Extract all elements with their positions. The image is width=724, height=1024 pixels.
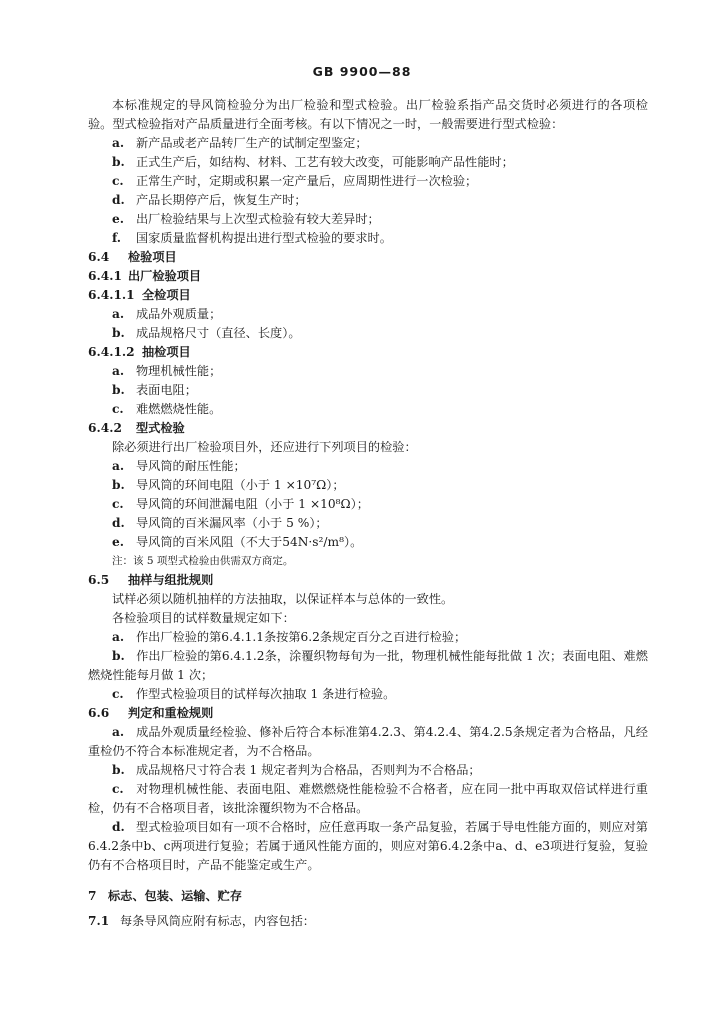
- list-item: b. 成品规格尺寸符合表 1 规定者判为合格品，否则判为不合格品；: [112, 763, 481, 777]
- intro-paragraph: 本标准规定的导风筒检验分为出厂检验和型式检验。出厂检验系指产品交货时必须进行的各项检验。型式检验指对产品质量进行全面考核。有以下情况之一时，一般需要进行型式检验：: [88, 98, 648, 131]
- note-text: 注：该 5 项型式检验由供需双方商定。: [112, 555, 294, 567]
- section-heading-6-4-1-2: 6.4.1.2 抽检项目: [88, 345, 191, 359]
- section-heading-6-4: 6.4 检验项目: [88, 250, 177, 264]
- list-item: c. 作型式检验项目的试样每次抽取 1 条进行检验。: [112, 687, 396, 701]
- list-item: b. 作出厂检验的第6.4.1.2条，涂覆织物每旬为一批，物理机械性能每批做 1 次；表面电阻、难燃燃烧性能每月做 1 次；: [88, 649, 648, 682]
- section-heading-6-4-1-1: 6.4.1.1 全检项目: [88, 288, 191, 302]
- list-item: e. 出厂检验结果与上次型式检验有较大差异时；: [112, 212, 380, 226]
- list-item: c. 难燃燃烧性能。: [112, 402, 222, 416]
- list-item: a. 导风筒的耐压性能；: [112, 459, 246, 473]
- list-item: b. 正式生产后，如结构、材料、工艺有较大改变，可能影响产品性能时；: [112, 155, 514, 169]
- list-item: e. 导风筒的百米风阻（不大于54N·s²/m⁸）。: [112, 535, 363, 549]
- list-item: b. 导风筒的环间电阻（小于 1 ×10⁷Ω）；: [112, 478, 345, 492]
- page-header: GB 9900—88: [312, 64, 412, 79]
- paragraph: 试样必须以随机抽样的方法抽取，以保证样本与总体的一致性。: [112, 592, 454, 606]
- list-item: a. 成品外观质量经检验、修补后符合本标准第4.2.3、第4.2.4、第4.2.5条规定者为合格品，凡经重检仍不符合本标准规定者，为不合格品。: [88, 725, 648, 758]
- section-heading-6-6: 6.6 判定和重检规则: [88, 706, 214, 720]
- list-item: f. 国家质量监督机构提出进行型式检验的要求时。: [112, 231, 392, 245]
- section-heading-6-4-2: 6.4.2 型式检验: [88, 421, 185, 435]
- list-item: b. 表面电阻；: [112, 383, 197, 397]
- section-heading-6-5: 6.5 抽样与组批规则: [88, 573, 214, 587]
- section-heading-7: 7 标志、包装、运输、贮存: [88, 889, 243, 903]
- section-heading-7-1: 7.1 每条导风筒应附有标志，内容包括：: [88, 914, 315, 928]
- list-item: d. 型式检验项目如有一项不合格时，应任意再取一条产品复验，若属于导电性能方面的，则应对第6.4.2条中b、c两项进行复验；若属于通风性能方面的，则应对第6.4.2条中a、d、e3项进行复验，复验仍有不合格项目时，产品不能鉴定或生产。: [88, 820, 648, 872]
- paragraph: 各检验项目的试样数量规定如下：: [112, 611, 295, 625]
- list-item: a. 物理机械性能；: [112, 364, 222, 378]
- list-item: c. 对物理机械性能、表面电阻、难燃燃烧性能检验不合格者，应在同一批中再取双倍试样进行重检，仍有不合格项目者，该批涂覆织物为不合格品。: [88, 782, 648, 815]
- list-item: d. 产品长期停产后，恢复生产时；: [112, 193, 307, 207]
- list-item: a. 作出厂检验的第6.4.1.1条按第6.2条规定百分之百进行检验；: [112, 630, 467, 644]
- list-item: a. 新产品或老产品转厂生产的试制定型鉴定；: [112, 136, 368, 150]
- section-heading-6-4-1: 6.4.1 出厂检验项目: [88, 269, 202, 283]
- list-item: b. 成品规格尺寸（直径、长度）。: [112, 326, 301, 340]
- list-item: a. 成品外观质量；: [112, 307, 222, 321]
- list-item: d. 导风筒的百米漏风率（小于 5 %）；: [112, 516, 328, 530]
- list-item: c. 正常生产时，定期或积累一定产量后，应周期性进行一次检验；: [112, 174, 478, 188]
- paragraph: 除必须进行出厂检验项目外，还应进行下列项目的检验：: [112, 440, 417, 454]
- document-body: [88, 96, 648, 931]
- list-item: c. 导风筒的环间泄漏电阻（小于 1 ×10⁸Ω）；: [112, 497, 369, 511]
